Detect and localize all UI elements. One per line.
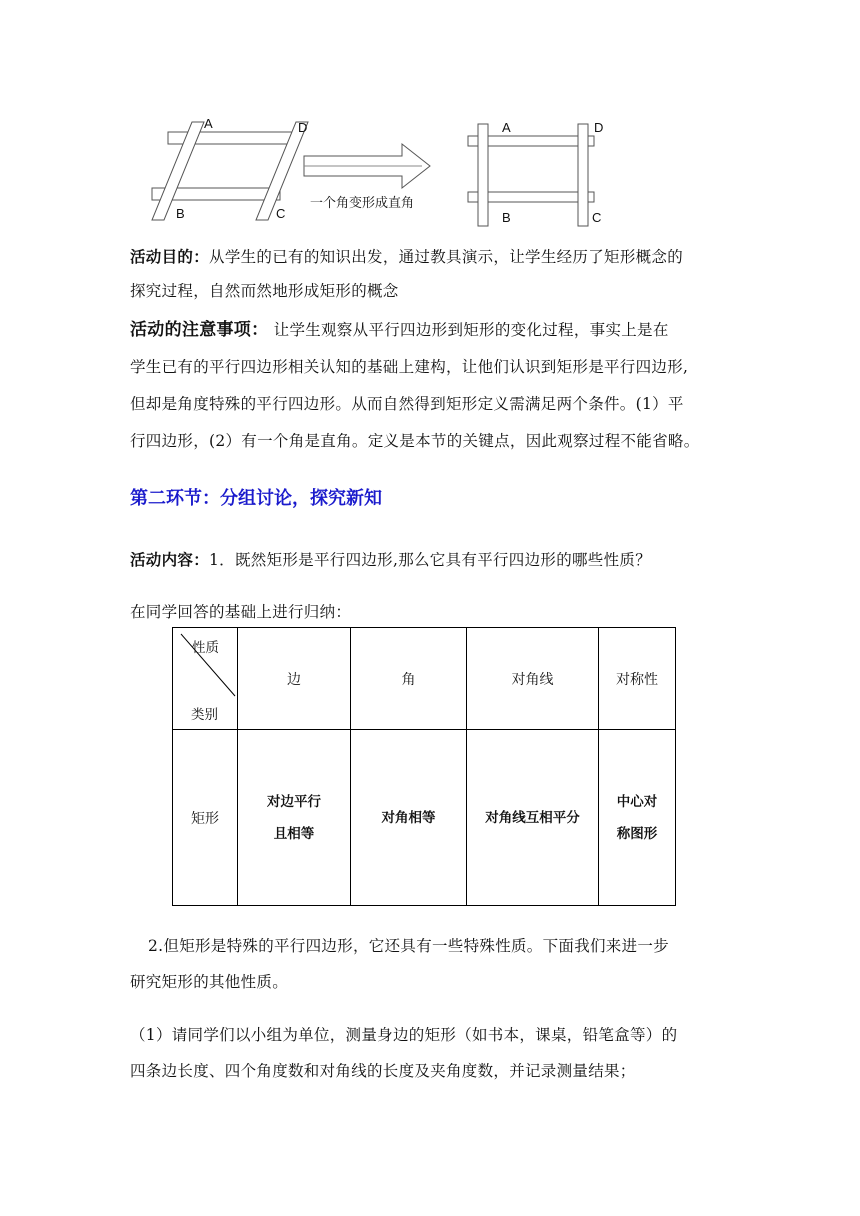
activity-content <box>130 543 750 577</box>
properties-table <box>172 627 676 906</box>
notes-label: 活动的注意事项： <box>130 320 269 340</box>
right-left-strip <box>478 124 488 226</box>
figure <box>140 110 620 240</box>
right-point-b: B <box>502 210 511 225</box>
cell-side: 对边平行 且相等 <box>238 730 351 906</box>
header-diagonal: 对角线 <box>467 628 599 730</box>
point-2-1-line2: 四条边长度、四个角度数和对角线的长度及夹角度数，并记录测量结果； <box>130 1062 636 1080</box>
header-angle: 角 <box>351 628 467 730</box>
left-point-c: C <box>276 206 286 221</box>
notes-line4: 行四边形，(2）有一个角是直角。定义是本节的关键点，因此观察过程不能省略。 <box>130 432 700 450</box>
notes-line1: 活动的注意事项： 让学生观察从平行四边形到矩形的变化过程，事实上是在 <box>130 320 669 340</box>
cell-angle: 对角相等 <box>351 730 467 906</box>
table-corner-cell <box>173 628 238 730</box>
point-2-1 <box>130 1017 750 1089</box>
cell-symmetry: 中心对 称图形 <box>599 730 676 906</box>
summary-intro: 在同学回答的基础上进行归纳： <box>130 603 352 621</box>
point-2-line1: 2.但矩形是特殊的平行四边形，它还具有一些特殊性质。下面我们来进一步 <box>148 937 669 955</box>
left-point-b: B <box>176 206 185 221</box>
table-header-row <box>173 628 676 730</box>
point-2 <box>130 928 750 1000</box>
right-point-d: D <box>594 120 604 135</box>
point-2-1-line1: （1）请同学们以小组为单位，测量身边的矩形（如书本，课桌，铅笔盒等）的 <box>130 1026 678 1044</box>
header-symmetry: 对称性 <box>599 628 676 730</box>
activity-goal <box>130 240 750 308</box>
right-point-c: C <box>592 210 602 225</box>
activity-goal-label: 活动目的： <box>130 247 210 266</box>
arrow-caption: 一个角变形成直角 <box>310 195 415 210</box>
section-heading: 第二环节：分组讨论，探究新知 <box>130 488 382 509</box>
left-point-d: D <box>298 120 308 135</box>
notes-line2: 学生已有的平行四边形相关认知的基础上建构，让他们认识到矩形是平行四边形, <box>130 358 689 376</box>
activity-goal-line2: 探究过程，自然而然地形成矩形的概念 <box>130 282 399 300</box>
cell-diagonal: 对角线互相平分 <box>467 730 599 906</box>
activity-content-label: 活动内容： <box>130 550 210 569</box>
corner-bottom-label: 类别 <box>191 707 218 723</box>
point-2-line2: 研究矩形的其他性质。 <box>130 973 289 991</box>
row-label: 矩形 <box>173 730 238 906</box>
left-point-a: A <box>204 116 213 131</box>
notes-line3: 但却是角度特殊的平行四边形。从而自然得到矩形定义需满足两个条件。(1）平 <box>130 395 684 413</box>
activity-content-text: 1．既然矩形是平行四边形,那么它具有平行四边形的哪些性质？ <box>209 551 652 569</box>
notes <box>130 312 750 460</box>
corner-top-label: 性质 <box>192 640 219 656</box>
header-side: 边 <box>238 628 351 730</box>
table-row <box>173 730 676 906</box>
right-right-strip <box>578 124 588 226</box>
right-point-a: A <box>502 120 511 135</box>
activity-goal-line1: 活动目的：从学生的已有的知识出发，通过教具演示，让学生经历了矩形概念的 <box>130 247 684 266</box>
